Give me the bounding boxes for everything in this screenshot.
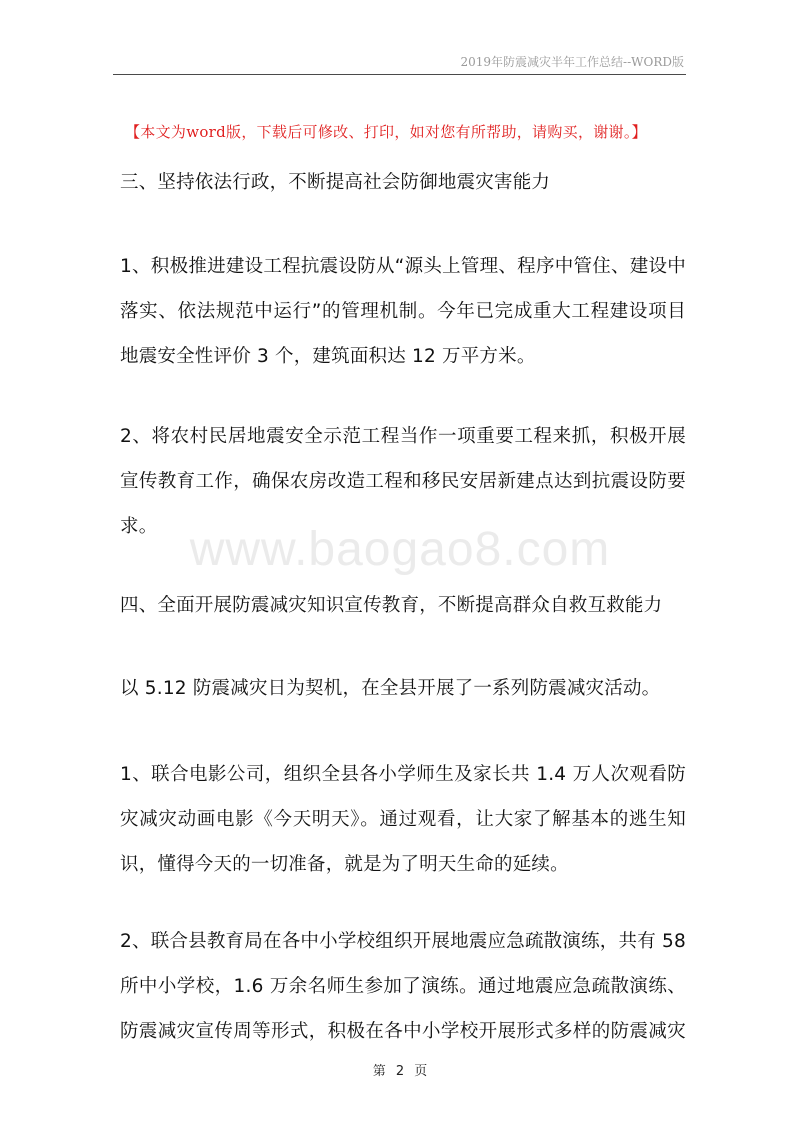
text-line: 2、将农村民居地震安全示范工程当作一项重要工程来抓，积极开展: [120, 426, 686, 447]
text-line: 宣传教育工作，确保农房改造工程和移民安居新建点达到抗震设防要: [120, 471, 686, 492]
text-line: 1、联合电影公司，组织全县各小学师生及家长共 1.4 万人次观看防: [120, 764, 686, 785]
download-notice: 【本文为word版，下载后可修改、打印，如对您有所帮助，请购买，谢谢。】: [125, 123, 647, 141]
watermark: www.baogao8.com: [189, 523, 611, 576]
text-line: 灾减灾动画电影《今天明天》。通过观看，让大家了解基本的逃生知: [120, 809, 686, 830]
section-heading-3: [120, 160, 686, 205]
page-label-suffix: 页: [414, 1064, 428, 1079]
text-line: 四、全面开展防震减灾知识宣传教育，不断提高群众自救互救能力: [120, 595, 663, 616]
text-line: 识，懂得今天的一切准备，就是为了明天生命的延续。: [120, 854, 569, 875]
paragraph-item-2: [120, 414, 686, 549]
text-line: 1、积极推进建设工程抗震设防从“源头上管理、程序中管住、建设中: [120, 256, 686, 277]
header-divider: [113, 74, 686, 75]
text-line: 2、联合县教育局在各中小学校组织开展地震应急疏散演练，共有 58: [120, 931, 686, 952]
text-line: 以 5.12 防震减灾日为契机，在全县开展了一系列防震减灾活动。: [120, 678, 661, 699]
paragraph-activity-2: [120, 919, 686, 1054]
paragraph-activity-1: [120, 752, 686, 887]
text-line: 三、坚持依法行政，不断提高社会防御地震灾害能力: [120, 172, 551, 193]
text-line: 落实、依法规范中运行”的管理机制。今年已完成重大工程建设项目: [120, 301, 686, 322]
text-line: 地震安全性评价 3 个，建筑面积达 12 万平方米。: [120, 346, 536, 367]
paragraph-item-1: [120, 244, 686, 379]
section-heading-4: [120, 583, 686, 628]
paragraph-intro: [120, 666, 686, 711]
page-footer: [0, 1060, 800, 1079]
text-line: 所中小学校，1.6 万余名师生参加了演练。通过地震应急疏散演练、: [120, 976, 686, 997]
page-number: 2: [395, 1064, 405, 1079]
page-label-prefix: 第: [372, 1064, 386, 1079]
text-line: 求。: [120, 516, 158, 537]
text-line: 防震减灾宣传周等形式，积极在各中小学校开展形式多样的防震减灾: [120, 1021, 686, 1042]
page-header-title: 2019年防震减灾半年工作总结--WORD版: [460, 55, 684, 69]
